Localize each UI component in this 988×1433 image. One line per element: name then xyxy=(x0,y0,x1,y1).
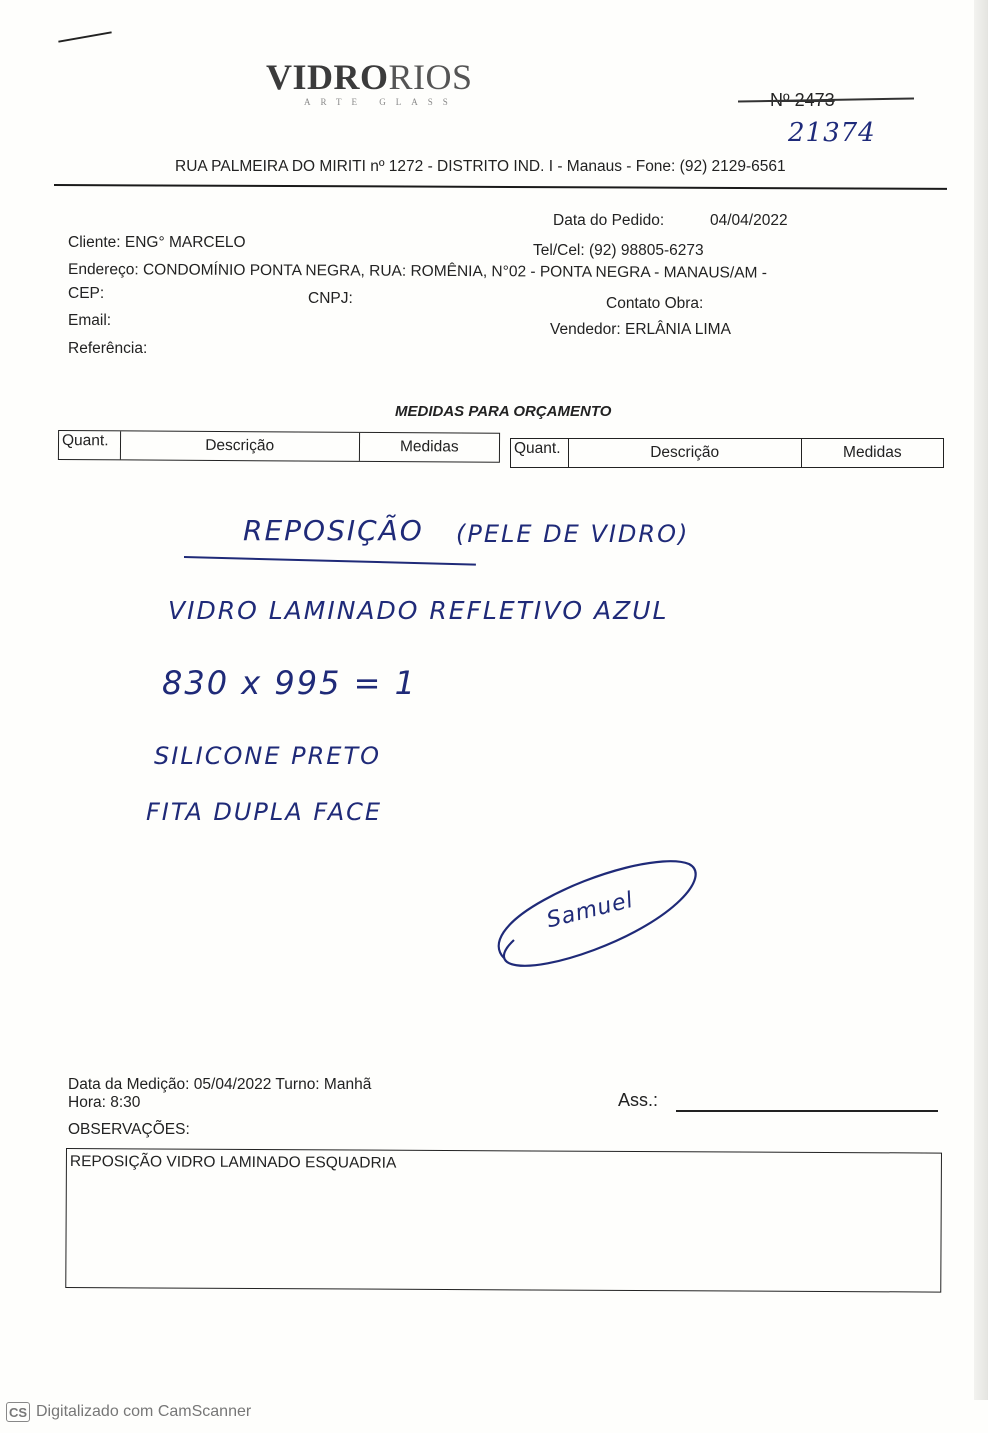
logo-subtitle: ARTE GLASS xyxy=(304,97,458,107)
cnpj-label: CNPJ: xyxy=(308,290,353,307)
seller: Vendedor: ERLÂNIA LIMA xyxy=(550,321,731,338)
order-number-handwritten: 21374 xyxy=(788,118,876,148)
scanner-watermark xyxy=(6,1402,251,1422)
handwritten-glass-skin: (PELE DE VIDRO) xyxy=(456,520,690,548)
observations-box xyxy=(65,1148,942,1293)
order-date-label: Data do Pedido: xyxy=(553,212,665,229)
handwritten-tape: FITA DUPLA FACE xyxy=(146,798,383,826)
col-quant: Quant. xyxy=(511,439,569,467)
col-description: Descrição xyxy=(121,431,360,460)
handwritten-dimensions: 830 x 995 = 1 xyxy=(162,664,417,702)
measures-title: MEDIDAS PARA ORÇAMENTO xyxy=(395,403,612,420)
signature xyxy=(484,858,708,976)
client-address: Endereço: CONDOMÍNIO PONTA NEGRA, RUA: ROMÊNIA, N°02 - PONTA NEGRA - MANAUS/AM - xyxy=(67,261,767,282)
signature-label: Ass.: xyxy=(618,1090,659,1110)
measurement-date: Data da Medição: 05/04/2022 Turno: Manhã xyxy=(68,1076,372,1093)
client-name: Cliente: ENG° MARCELO xyxy=(68,234,246,251)
col-quant: Quant. xyxy=(59,431,121,459)
cep-label: CEP: xyxy=(68,285,105,302)
camscanner-icon: CS xyxy=(6,1402,30,1422)
handwritten-underline xyxy=(184,556,476,566)
order-date-value: 04/04/2022 xyxy=(710,212,788,229)
reference-label: Referência: xyxy=(68,340,148,357)
contact-label: Contato Obra: xyxy=(606,295,704,312)
handwritten-glass-type: VIDRO LAMINADO REFLETIVO AZUL xyxy=(168,596,669,625)
col-measures: Medidas xyxy=(399,438,459,456)
company-logo: VIDRORIOS xyxy=(266,57,473,97)
handwritten-replacement: REPOSIÇÃO xyxy=(243,514,424,547)
observations-label: OBSERVAÇÕES: xyxy=(68,1121,190,1138)
signature-name: Samuel xyxy=(544,887,637,934)
observations-text: REPOSIÇÃO VIDRO LAMINADO ESQUADRIA xyxy=(69,1153,397,1172)
col-description: Descrição xyxy=(569,439,802,467)
page-edge-shadow xyxy=(974,0,988,1400)
col-measures: Medidas xyxy=(843,444,902,461)
client-phone: Tel/Cel: (92) 98805-6273 xyxy=(533,242,704,259)
scanner-text: Digitalizado com CamScanner xyxy=(36,1403,252,1420)
email-label: Email: xyxy=(68,312,112,329)
company-address: RUA PALMEIRA DO MIRITI nº 1272 - DISTRITO IND. I - Manaus - Fone: (92) 2129-6561 xyxy=(175,158,786,175)
signature-line xyxy=(676,1110,938,1112)
header-divider xyxy=(54,184,947,190)
pen-mark xyxy=(58,31,112,42)
measures-table-left xyxy=(58,430,500,463)
measures-table-right xyxy=(510,438,944,468)
measurement-time: Hora: 8:30 xyxy=(68,1094,141,1111)
handwritten-silicone: SILICONE PRETO xyxy=(154,742,382,770)
